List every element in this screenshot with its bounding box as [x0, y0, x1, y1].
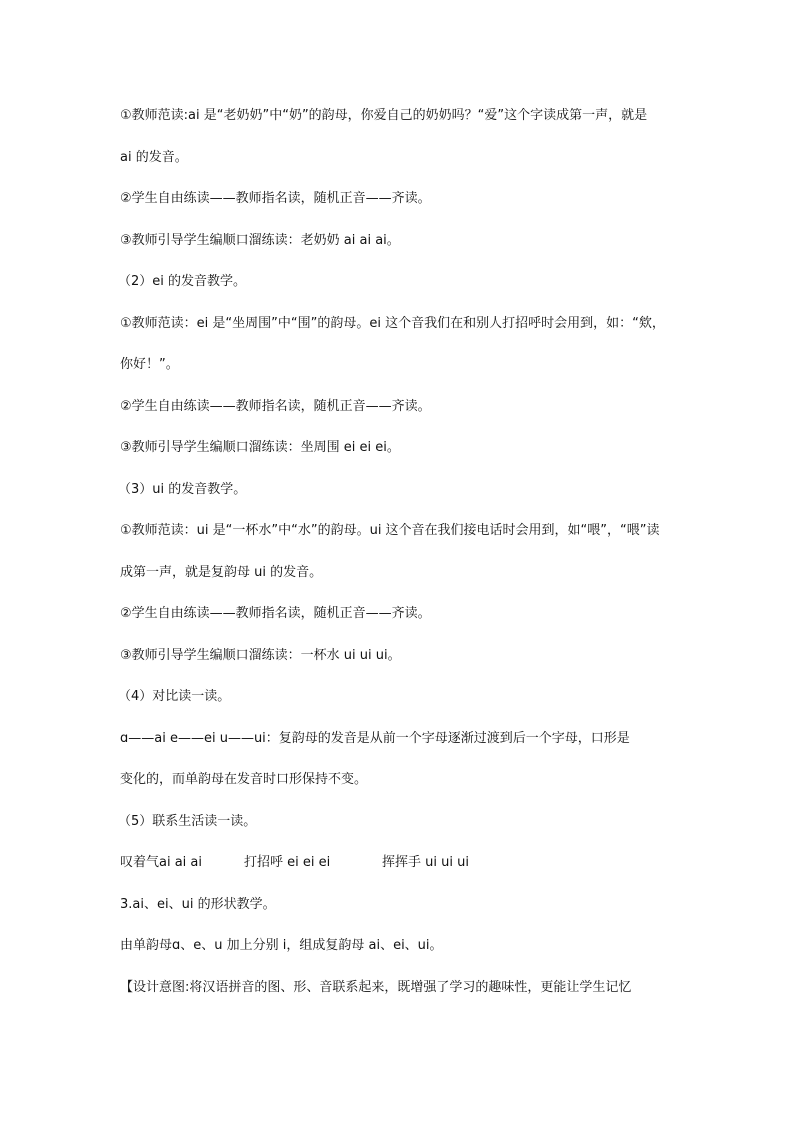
paragraph-line: ɑ——ai e——ei u——ui：复韵母的发音是从前一个字母逐渐过渡到后一个字母，口形是 [120, 731, 630, 746]
section-heading: （3）ui 的发音教学。 [118, 482, 247, 497]
paragraph-line: ①教师范读：ui 是“一杯水”中“水”的韵母。ui 这个音在我们接电话时会用到，如“喂”，“喂”读 [120, 523, 660, 538]
paragraph-line: ①教师范读:ai 是“老奶奶”中“奶”的韵母，你爱自己的奶奶吗？“爱”这个字读成第一声，就是 [120, 108, 648, 123]
section-heading: 3.ai、ei、ui 的形状教学。 [120, 897, 276, 912]
section-heading: （4）对比读一读。 [118, 689, 231, 704]
life-example-wave: 挥挥手 ui ui ui [382, 855, 469, 870]
paragraph-line: ③教师引导学生编顺口溜练读：坐周围 ei ei ei。 [120, 440, 400, 455]
paragraph-line: ③教师引导学生编顺口溜练读：老奶奶 ai ai ai。 [120, 233, 400, 248]
paragraph-line: ai 的发音。 [120, 150, 188, 165]
paragraph-line: 由单韵母ɑ、e、u 加上分别 i，组成复韵母 ai、ei、ui。 [120, 938, 443, 953]
section-heading: （5）联系生活读一读。 [118, 814, 257, 829]
design-intent-line: 【设计意图:将汉语拼音的图、形、音联系起来，既增强了学习的趣味性，更能让学生记忆 [120, 980, 632, 995]
life-example-greet: 打招呼 ei ei ei [244, 855, 331, 870]
paragraph-line: ①教师范读：ei 是“坐周围”中“围”的韵母。ei 这个音我们在和别人打招呼时会用到，如：“欸， [120, 316, 665, 331]
life-examples-row [120, 854, 680, 872]
paragraph-line: ②学生自由练读——教师指名读，随机正音——齐读。 [120, 606, 431, 621]
life-example-sigh: 叹着气ai ai ai [120, 855, 202, 870]
paragraph-line: ②学生自由练读——教师指名读，随机正音——齐读。 [120, 399, 431, 414]
paragraph-line: 成第一声，就是复韵母 ui 的发音。 [120, 565, 323, 580]
paragraph-line: ②学生自由练读——教师指名读，随机正音——齐读。 [120, 191, 431, 206]
section-heading: （2）ei 的发音教学。 [118, 274, 247, 289]
paragraph-line: 变化的，而单韵母在发音时口形保持不变。 [120, 772, 368, 787]
paragraph-line: ③教师引导学生编顺口溜练读：一杯水 ui ui ui。 [120, 648, 401, 663]
paragraph-line: 你好！”。 [120, 357, 179, 372]
